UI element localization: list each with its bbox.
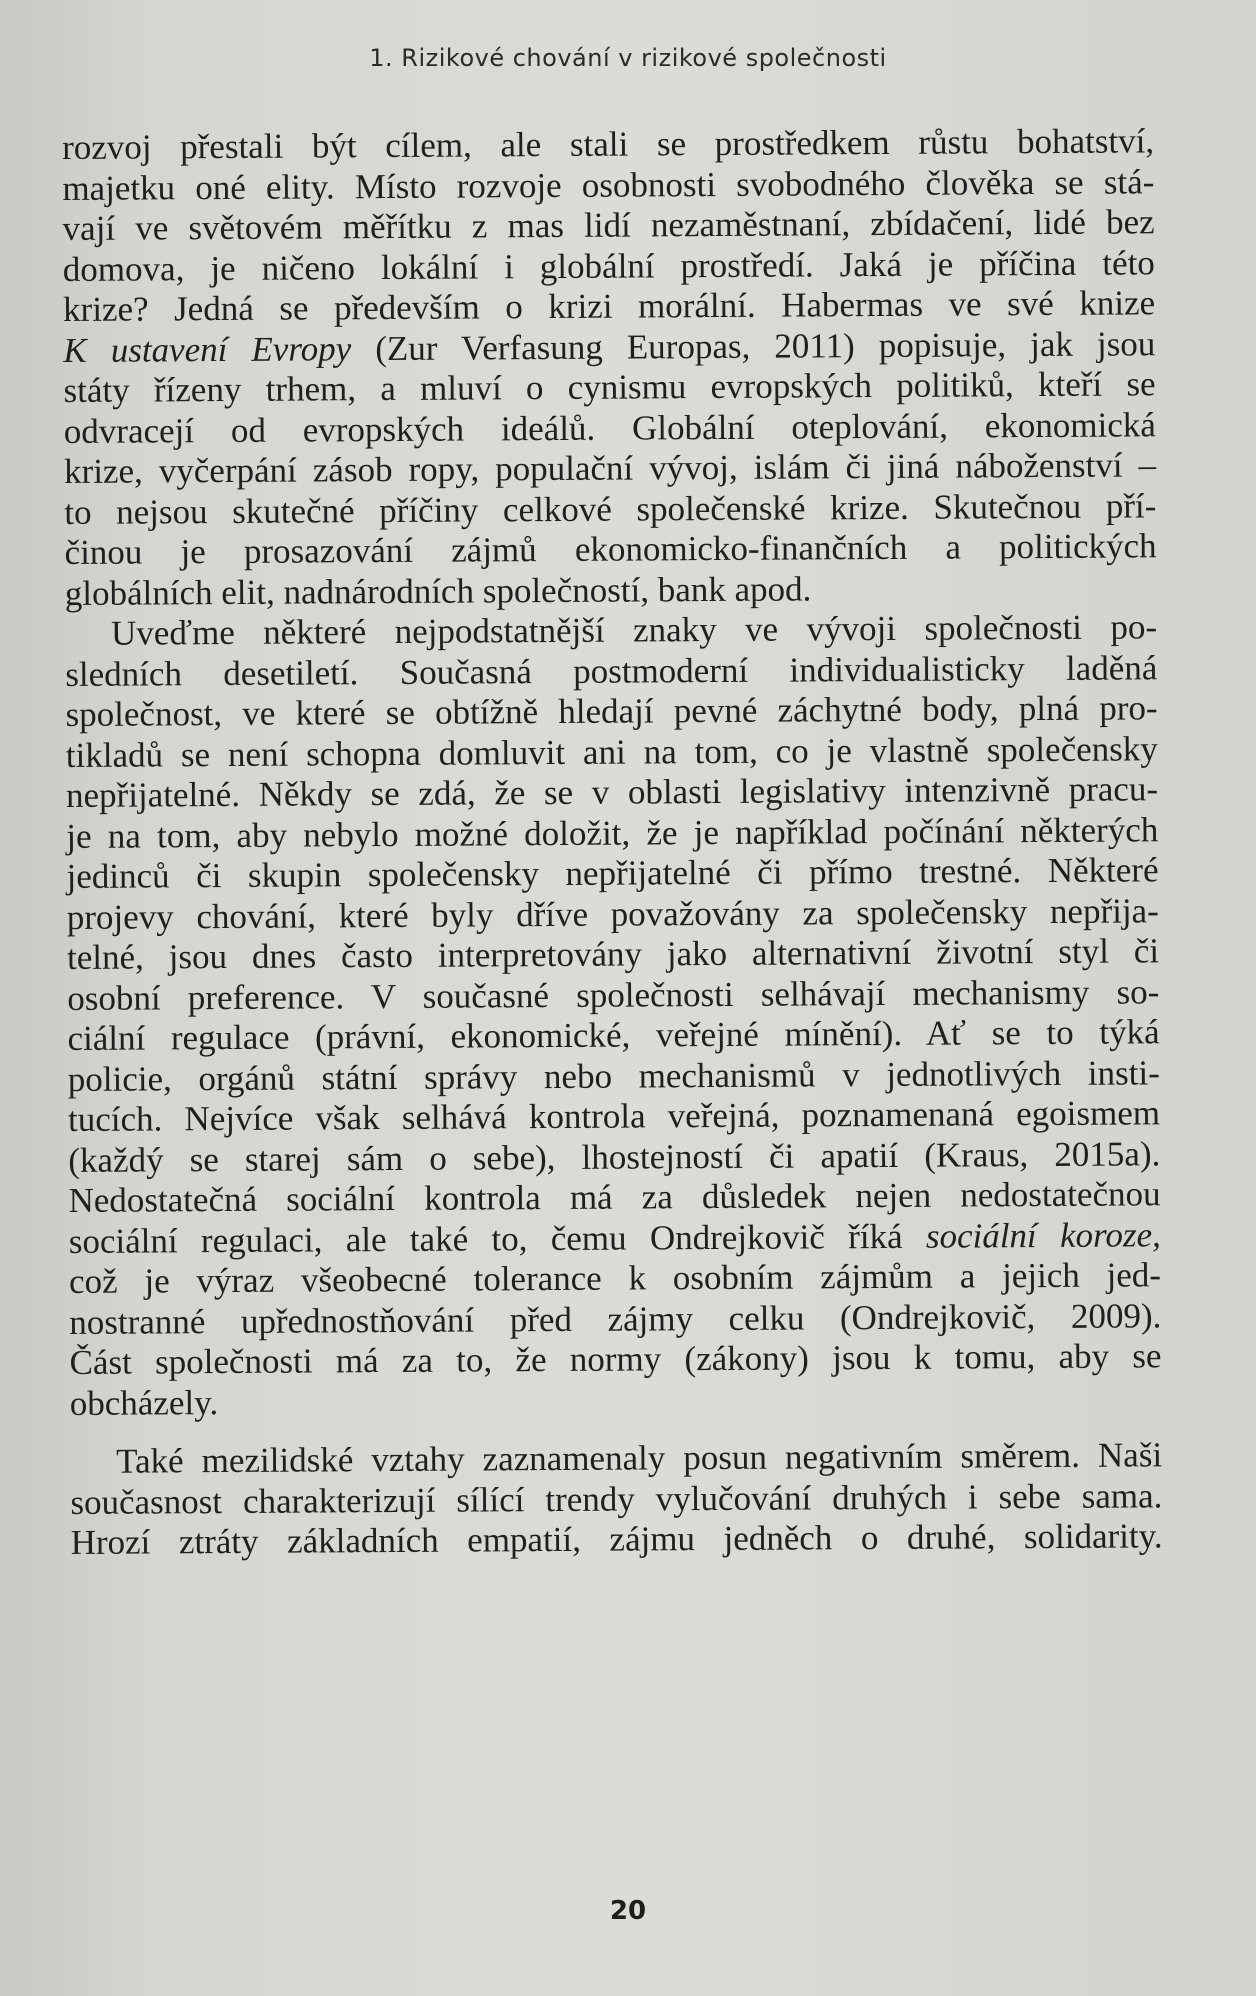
text-line: činou je prosazování zájmů ekonomicko-finančních a politických xyxy=(64,526,1157,572)
text-line-with-term xyxy=(69,1215,1161,1262)
running-head: 1. Rizikové chování v rizikové společnosti xyxy=(369,44,887,72)
text-fragment: sociální regulaci, ale také to, čemu Ondrejkovič říká xyxy=(68,1216,903,1261)
text-line: nepřijatelné. Někdy se zdá, že se v oblasti legislativy intenzivně pracu- xyxy=(65,769,1159,815)
text-line: Uveďme některé nejpodstatnější znaky ve vývoji společnosti po- xyxy=(110,607,1158,653)
text-line: Nedostatečná sociální kontrola má za důsledek nejen nedostatečnou xyxy=(68,1174,1161,1220)
text-line: policie, orgánů státní správy nebo mechanismů v jednotlivých insti- xyxy=(67,1052,1160,1099)
text-line: to nejsou skutečné příčiny celkové společenské krize. Skutečnou pří- xyxy=(64,485,1157,532)
text-line: je na tom, aby nebylo možné doložit, že je například počínání některých xyxy=(66,809,1159,856)
text-line: nostranné upřednostňování před zájmy celku (Ondrejkovič, 2009). xyxy=(69,1295,1162,1342)
body-text xyxy=(62,121,1163,1563)
text-line: ciální regulace (právní, ekonomické, veřejné mínění). Ať se to týká xyxy=(67,1012,1160,1058)
text-line-with-title xyxy=(63,324,1155,371)
text-line: projevy chování, které byly dříve považovány za společensky nepřija- xyxy=(66,890,1159,937)
book-title: K ustavení Evropy xyxy=(63,328,352,370)
italic-term: sociální koroze, xyxy=(925,1214,1161,1256)
text-line: odvracejí od evropských ideálů. Globální oteplování, ekonomická xyxy=(63,404,1156,451)
text-line: majetku oné elity. Místo rozvoje osobnosti svobodného člověka se stá- xyxy=(62,161,1155,208)
text-line: Část společnosti má za to, že normy (zákony) jsou k tomu, aby se xyxy=(69,1336,1162,1382)
text-fragment: (Zur Verfasung Europas, 2011) popisuje, jak jsou xyxy=(375,323,1156,368)
paragraph-2 xyxy=(65,607,1162,1424)
text-line: Hrozí ztráty základních empatií, zájmu jedněch o druhé, solidarity. xyxy=(70,1516,1163,1562)
text-line: rozvoj přestali být cílem, ale stali se prostředkem růstu bohatství, xyxy=(62,121,1155,167)
paragraph-1 xyxy=(62,121,1157,614)
text-line: osobní preference. V současné společnosti selhávají mechanismy so- xyxy=(67,971,1160,1018)
text-line: tikladů se není schopna domluvit ani na tom, co je vlastně společensky xyxy=(65,728,1158,775)
text-line: krize, vyčerpání zásob ropy, populační vývoj, islám či jiná náboženství – xyxy=(63,445,1157,491)
text-line: sledních desetiletí. Současná postmoderní individualisticky laděná xyxy=(65,647,1158,694)
page-number: 20 xyxy=(609,1896,647,1926)
text-line: současnost charakterizují sílící trendy vylučování druhých i sebe sama. xyxy=(70,1475,1163,1522)
text-line: domova, je ničeno lokální i globální prostředí. Jaká je příčina této xyxy=(62,242,1155,289)
text-line: telné, jsou dnes často interpretovány jako alternativní životní styl či xyxy=(66,931,1160,977)
text-line: společnost, ve které se obtížně hledají pevné záchytné body, plná pro- xyxy=(65,688,1158,734)
text-line: Také mezilidské vztahy zaznamenaly posun negativním směrem. Naši xyxy=(116,1435,1163,1481)
text-line: vají ve světovém měřítku z mas lidí nezaměstnaní, zbídačení, lidé bez xyxy=(62,202,1155,248)
text-line: obcházely. xyxy=(69,1382,219,1423)
text-line: což je výraz všeobecné tolerance k osobním zájmům a jejich jed- xyxy=(68,1255,1162,1301)
text-line: tucích. Nejvíce však selhává kontrola veřejná, poznamenaná egoismem xyxy=(67,1093,1161,1139)
text-line: (každý se starej sám o sebe), lhostejností či apatií (Kraus, 2015a). xyxy=(68,1133,1161,1180)
text-line: jedinců či skupin společensky nepřijatelné či přímo trestné. Některé xyxy=(66,850,1159,896)
text-line: krize? Jedná se především o krizi morální. Habermas ve své knize xyxy=(62,283,1156,329)
text-line: státy řízeny trhem, a mluví o cynismu evropských politiků, kteří se xyxy=(63,364,1156,410)
text-line: globálních elit, nadnárodních společností, bank apod. xyxy=(64,568,812,613)
paragraph-3 xyxy=(70,1435,1163,1563)
